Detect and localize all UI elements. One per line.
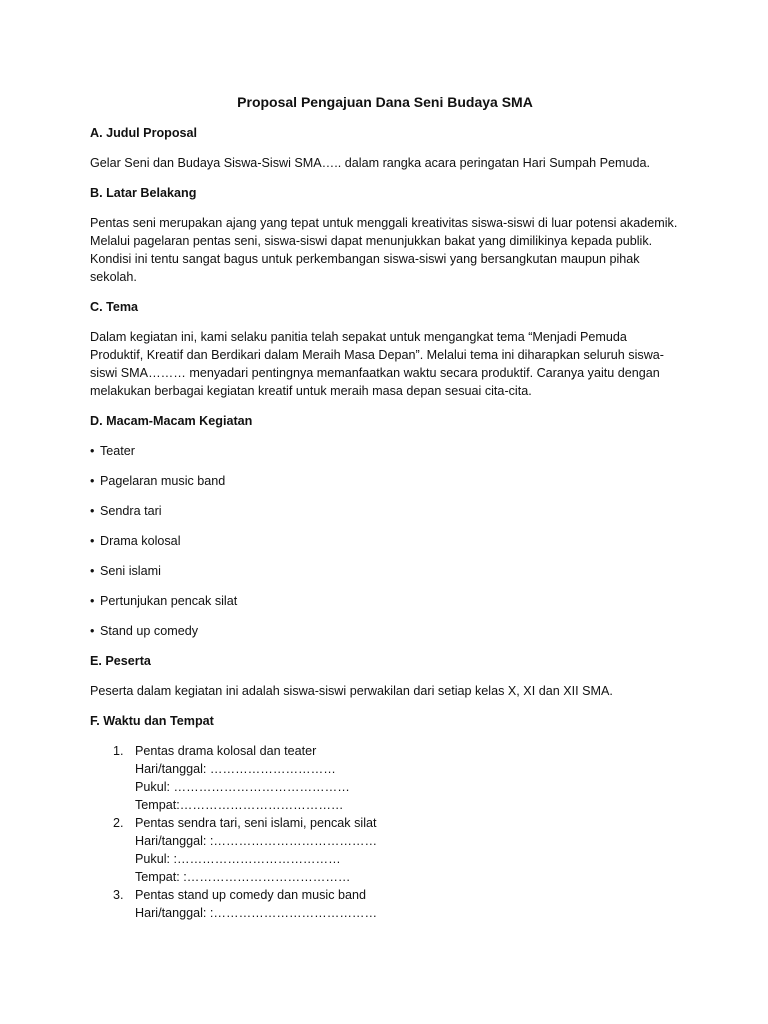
- list-item: [90, 442, 680, 460]
- list-item-label: Teater: [100, 444, 136, 458]
- bullet-icon: •: [90, 474, 95, 488]
- list-item-label: Pertunjukan pencak silat: [100, 594, 238, 608]
- waktu-tempat-list: [90, 742, 680, 922]
- section-text-latar-belakang: Pentas seni merupakan ajang yang tepat untuk menggali kreativitas siswa-siswi di luar potensi akademik. Melalui pagelaran pentas seni, siswa-siswi dapat menunjukkan bakat yang dimilikinya kepada publik. Kondisi ini tentu sangat bagus untuk perkembangan siswa-siswi yang bersangkutan maupun pihak sekolah.: [90, 216, 678, 284]
- list-number: 1.: [113, 744, 124, 758]
- list-item: [90, 562, 680, 580]
- section-heading-tema: C. Tema: [90, 300, 139, 314]
- section-text-peserta: Peserta dalam kegiatan ini adalah siswa-siswi perwakilan dari setiap kelas X, XI dan XII SMA.: [90, 684, 613, 698]
- document-content: [90, 92, 680, 922]
- list-number: 3.: [113, 888, 124, 902]
- list-item: [90, 814, 680, 886]
- bullet-icon: •: [90, 534, 95, 548]
- kegiatan-list: [90, 442, 680, 640]
- list-item: [90, 532, 680, 550]
- list-item: [90, 622, 680, 640]
- bullet-icon: •: [90, 564, 95, 578]
- event-detail: Hari/tanggal: :…………………………………: [135, 906, 378, 920]
- event-detail: Tempat: :…………………………………: [135, 870, 351, 884]
- event-detail: Hari/tanggal: :…………………………………: [135, 834, 378, 848]
- section-text-judul: Gelar Seni dan Budaya Siswa-Siswi SMA….. dalam rangka acara peringatan Hari Sumpah Pemuda.: [90, 156, 651, 170]
- event-title: Pentas drama kolosal dan teater: [135, 744, 317, 758]
- list-item: [90, 886, 680, 922]
- event-detail: Pukul: :…………………………………: [135, 852, 341, 866]
- section-heading-kegiatan: D. Macam-Macam Kegiatan: [90, 414, 253, 428]
- list-item: [90, 742, 680, 814]
- document-title: Proposal Pengajuan Dana Seni Budaya SMA: [237, 94, 533, 110]
- list-item-label: Drama kolosal: [100, 534, 181, 548]
- event-detail: Tempat:…………………………………: [135, 798, 344, 812]
- bullet-icon: •: [90, 594, 95, 608]
- bullet-icon: •: [90, 444, 95, 458]
- section-text-tema: Dalam kegiatan ini, kami selaku panitia telah sepakat untuk mengangkat tema “Menjadi Pemuda Produktif, Kreatif dan Berdikari dalam Meraih Masa Depan”. Melalui tema ini diharapkan seluruh siswa-siswi SMA……… menyadari pentingnya memanfaatkan waktu secara produktif. Caranya yaitu dengan melakukan berbagai kegiatan kreatif untuk meraih masa depan sesuai cita-cita.: [90, 330, 664, 398]
- section-heading-judul: A. Judul Proposal: [90, 126, 198, 140]
- event-detail: Hari/tanggal: …………………………: [135, 762, 336, 776]
- section-heading-peserta: E. Peserta: [90, 654, 151, 668]
- list-item: [90, 472, 680, 490]
- list-item-label: Sendra tari: [100, 504, 162, 518]
- list-item-label: Pagelaran music band: [100, 474, 226, 488]
- list-item-label: Stand up comedy: [100, 624, 199, 638]
- event-title: Pentas sendra tari, seni islami, pencak silat: [135, 816, 377, 830]
- section-heading-latar-belakang: B. Latar Belakang: [90, 186, 197, 200]
- list-item: [90, 592, 680, 610]
- event-detail: Pukul: ……………………………………: [135, 780, 350, 794]
- list-item-label: Seni islami: [100, 564, 161, 578]
- list-item: [90, 502, 680, 520]
- bullet-icon: •: [90, 624, 95, 638]
- event-title: Pentas stand up comedy dan music band: [135, 888, 367, 902]
- list-number: 2.: [113, 816, 124, 830]
- bullet-icon: •: [90, 504, 95, 518]
- section-heading-waktu-tempat: F. Waktu dan Tempat: [90, 714, 214, 728]
